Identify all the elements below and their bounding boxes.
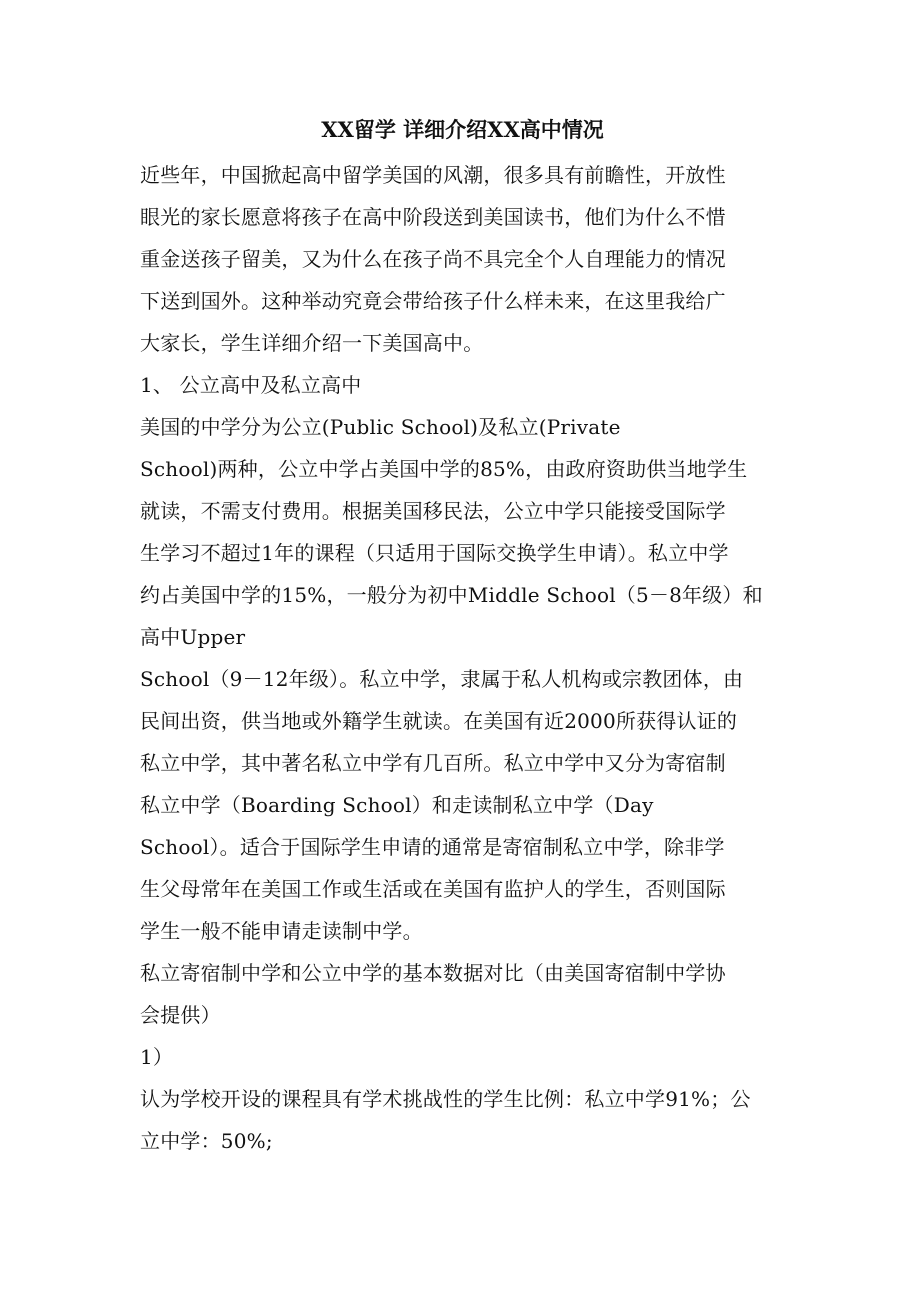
list-number: 1） [140,1045,174,1069]
body-line: 学生一般不能申请走读制中学。 [140,919,423,943]
body-line: School)两种，公立中学占美国中学的85%，由政府资助供当地学生 [140,457,748,481]
document-title: XX留学 详细介绍XX高中情况 [321,117,604,142]
body-line: 生父母常年在美国工作或生活或在美国有监护人的学生，否则国际 [140,877,726,901]
body-line: 近些年，中国掀起高中留学美国的风潮，很多具有前瞻性，开放性 [140,163,726,187]
body-line: 重金送孩子留美，又为什么在孩子尚不具完全个人自理能力的情况 [140,247,726,271]
body-line: 约占美国中学的15%，一般分为初中Middle School（5－8年级）和 [140,583,763,607]
body-line: 民间出资，供当地或外籍学生就读。在美国有近2000所获得认证的 [140,709,738,733]
body-line: School（9－12年级）。私立中学，隶属于私人机构或宗教团体，由 [140,667,744,691]
body-line: School）。适合于国际学生申请的通常是寄宿制私立中学，除非学 [140,835,725,859]
body-line: 下送到国外。这种举动究竟会带给孩子什么样未来，在这里我给广 [140,289,726,313]
body-line: 大家长，学生详细介绍一下美国高中。 [140,331,484,355]
body-line: 私立中学，其中著名私立中学有几百所。私立中学中又分为寄宿制 [140,751,726,775]
body-line: 就读，不需支付费用。根据美国移民法，公立中学只能接受国际学 [140,499,726,523]
body-line: 认为学校开设的课程具有学术挑战性的学生比例：私立中学91%；公 [140,1087,751,1111]
document-body [140,154,785,1162]
body-line: 眼光的家长愿意将孩子在高中阶段送到美国读书，他们为什么不惜 [140,205,726,229]
body-line: 私立寄宿制中学和公立中学的基本数据对比（由美国寄宿制中学协 [140,961,726,985]
body-line: 美国的中学分为公立(Public School)及私立(Private [140,415,621,439]
body-line: 立中学：50%; [140,1129,273,1153]
body-line: 生学习不超过1年的课程（只适用于国际交换学生申请）。私立中学 [140,541,729,565]
body-line: 会提供） [140,1003,221,1027]
document-page [140,115,785,1162]
body-line: 高中Upper [140,625,246,649]
section-heading: 1、 公立高中及私立高中 [140,373,362,397]
body-line: 私立中学（Boarding School）和走读制私立中学（Day [140,793,654,817]
